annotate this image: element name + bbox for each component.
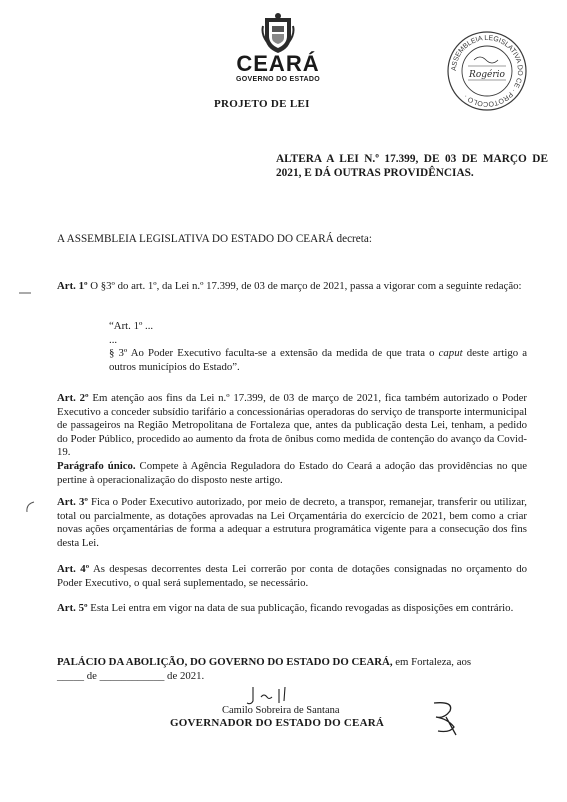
article-4-label: Art. 4º (57, 563, 90, 575)
article-4-text: As despesas decorrentes desta Lei correrão por conta de dotações consignadas no orçamento do Poder Executivo, o qual será suplementado, se necessário. (57, 563, 528, 589)
article-2-text: Em atenção aos fins da Lei n.º 17.399, de 03 de março de 2021, fica também autorizado o Poder Executivo a conceder subsídio tarifário a concessionárias operadoras do serviço de transporte intermunicipal de passageiros na Região Metropolitana de Fortaleza que, antes da publicação desta Lei, tenham, a pedido do Poder Público, procedido ao aumento da frota de ônibus como medida de contenção do avanço da Covid-19. (57, 392, 528, 459)
document-type: PROJETO DE LEI (214, 98, 310, 110)
initials-rubric-icon (428, 697, 464, 737)
article-1 (57, 280, 527, 294)
quote-caput: caput (438, 347, 463, 360)
margin-dash-mark (18, 290, 32, 296)
article-5 (57, 602, 527, 616)
state-name: CEARÁ (236, 51, 320, 76)
ementa: ALTERA A LEI N.º 17.399, DE 03 DE MARÇO DE 2021, E DÁ OUTRAS PROVIDÊNCIAS. (276, 153, 548, 179)
article-4 (57, 563, 527, 590)
signer-title: GOVERNADOR DO ESTADO DO CEARÁ (170, 717, 384, 729)
closing-date-line: _____ de ____________ de 2021. (57, 669, 205, 682)
quote-paragraph-b: deste artigo a outros municípios do Estado”. (109, 347, 527, 373)
government-subtitle: GOVERNO DO ESTADO (236, 76, 320, 83)
closing-formula (57, 656, 527, 683)
signer-name: Camilo Sobreira de Santana (222, 705, 340, 716)
article-2 (57, 392, 527, 460)
article-2-sole-paragraph (57, 460, 527, 487)
decree-authority: A ASSEMBLEIA LEGISLATIVA DO ESTADO DO CEARÁ (57, 233, 334, 245)
article-3 (57, 496, 527, 550)
article-5-label: Art. 5º (57, 602, 88, 614)
decree-verb: decreta: (336, 233, 372, 245)
closing-place: PALÁCIO DA ABOLIÇÃO, DO GOVERNO DO ESTADO DO CEARÁ, (57, 656, 393, 668)
article-3-text: Fica o Poder Executivo autorizado, por meio de decreto, a transpor, remanejar, transferir ou utilizar, total ou parcialmente, as dotações aprovadas na Lei Orçamentária do exercício de 2021, bem como a criar novas ações orçamentárias de forma a adequar a estrutura programática vigente para a consecução dos fins desta Lei. (57, 496, 528, 549)
margin-hook-mark (24, 500, 36, 514)
quote-article-ref: “Art. 1º ... (109, 320, 154, 332)
sole-paragraph-label: Parágrafo único. (57, 460, 136, 472)
article-3-label: Art. 3º (57, 496, 88, 508)
quote-paragraph-a: § 3º Ao Poder Executivo faculta-se a extensão da medida de que trata o (109, 347, 435, 360)
stamp-ring-text: ASSEMBLEIA LEGISLATIVA DO CE · PROTOCOLO · (450, 34, 524, 108)
article-1-label: Art. 1º (57, 280, 88, 292)
closing-city: em Fortaleza, aos (395, 656, 472, 668)
decree-line (57, 233, 527, 247)
sole-paragraph-text: Compete à Agência Reguladora do Estado do Ceará a adoção das providências no que pertine à operacionalização do disposto neste artigo. (57, 460, 528, 486)
quote-ellipsis: ... (109, 333, 118, 346)
article-1-quote (109, 320, 527, 374)
article-2-label: Art. 2º (57, 392, 89, 404)
article-1-text: O §3º do art. 1º, da Lei n.º 17.399, de 03 de março de 2021, passa a vigorar com a seguinte redação: (90, 280, 522, 292)
stamp-inner-text: Rogério (469, 70, 505, 80)
state-coat-of-arms-icon (261, 12, 295, 54)
article-5-text: Esta Lei entra em vigor na data de sua publicação, ficando revogadas as disposições em contrário. (90, 602, 514, 614)
protocol-stamp-icon (446, 30, 528, 112)
